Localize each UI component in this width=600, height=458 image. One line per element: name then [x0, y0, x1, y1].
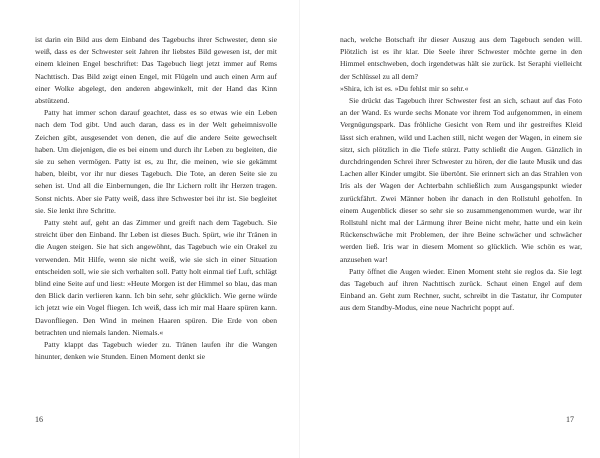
book-gutter	[299, 0, 300, 458]
left-paragraph-3: Patty steht auf, geht an das Zimmer und greift nach dem Tagebuch. Sie streicht über den Einband. Ihr Leben ist dieses Buch. Spürt, wie ihr Tränen in die Augen steigen. Sie hat sich angewöhnt, das Tagebuch wie ein Orakel zu verwenden. Mit Hilfe, wenn sie nicht weiß, wie sie sich in einer Situation entscheiden soll, wie sie sich verhalten soll. Patty holt einmal tief Luft, schlägt blind eine Seite auf und liest: »Heute Morgen ist der Himmel so blau, das man den Blick darin verlieren kann. Ich bin sehr, sehr glücklich. Wie gerne würde ich jetzt wie ein Vogel fliegen. Ich weiß, dass ich mir mal Haare spüren kann. Davonfliegen. Den Wind in meinen Haaren spüren. Die Erde von oben betrachten und niemals landen. Niemals.«	[35, 218, 277, 337]
page-number-right: 17	[566, 415, 574, 424]
left-paragraph-2: Patty hat immer schon darauf geachtet, dass es so etwas wie ein Leben nach dem Tod gibt. Und auch daran, dass es in der Welt geheimnisvolle Zeichen gibt, ausgesendet von denen, die auf die andere Seite gewechselt haben. Um diejenigen, die es bei einem und durch ihr Leben zu begleiten, die sie zu sehen vermögen. Patty ist es, zu Ihr, die meinen, wie sie gekämmt haben, bleibt, vor ihr nur dieses Tagebuch. Die Tote, an deren Seite sie zu sehen ist. Und all die Einbernungen, die Ihr Lichern rollt ihr Herzen tragen. Sonst nichts. Aber sie Patty weiß, dass ihre Schwester bei ihr ist. Sie begleitet sie. Sie lenkt ihre Schritte.	[35, 108, 277, 215]
right-paragraph-4: Patty öffnet die Augen wieder. Einen Moment steht sie reglos da. Sie legt das Tagebuch auf ihren Nachttisch zurück. Schaut einen Engel auf dem Einband an. Geht zum Rechner, sucht, schreibt in die Tastatur, ihr Computer aus dem Standby-Modus, eine neue Nachricht poppt auf.	[340, 266, 582, 313]
left-paragraph-4: Patty klappt das Tagebuch wieder zu. Tränen laufen ihr die Wangen hinunter, denken wie Stunden. Einen Moment denkt sie	[35, 340, 277, 362]
right-paragraph-3: Sie drückt das Tagebuch ihrer Schwester fest an sich, schaut auf das Foto an der Wand. Es wurde sechs Monate vor ihrem Tod aufgenommen, in einem Vergnügungspark. Das fröhliche Gesicht von Rem und ihr gestreiftes Kleid lässt sich erahnen, wild und Lachen still, nicht wegen der Wagen, in einem sie sitzt, sich plötzlich in die Tiefe stürzt. Patty schließt die Augen. Gänzlich in durchdringenden Schrei ihrer Schwester zu hören, der die laute Musik und das Lachen aller Kinder umgibt. Sie übertönt. Sie erinnert sich an das Strahlen von Iris als der Wagen der Achterbahn schließlich zum Ausgangspunkt wieder zurückfährt. Zwei Männer hoben ihr danach in den Rollstuhl geholfen. In einem Augenblick dieser so sehr sie so zusammengenommen wurde, war ihr Rollstuhl nicht mal der Lärmung ihrer Beine nicht mehr, hatte und ein kein Rückenschwäche mit Problemen, der ihre Beine schwächer und schwächer werden ließ. Iris war in diesem Moment so glücklich. Wie schön es war, anzusehen war!	[340, 96, 582, 264]
left-page	[35, 34, 277, 363]
right-page	[340, 34, 582, 315]
right-paragraph-2: »Shira, ich ist es. »Du fehlst mir so sehr.«	[340, 83, 469, 93]
page-number-left: 16	[35, 415, 43, 424]
left-paragraph-1: ist darin ein Bild aus dem Einband des Tagebuchs ihrer Schwester, denn sie weiß, dass es der Schwester seit Jahren ihr liebstes Bild gewesen ist, der mit einem kleinen Engel beschriftet: Das Tagebuch liegt jetzt immer auf Rems Nachttisch. Das Bild zeigt einen Engel, mit Flügeln und auch einen Arm auf einer Wolke abgelegt, den anderen abgewinkelt, mit der Hand das Kinn abstützend.	[35, 35, 277, 106]
right-paragraph-1: nach, welche Botschaft ihr dieser Auszug aus dem Tagebuch senden will. Plötzlich ist es ihr klar. Die Seele ihrer Schwester möchte gerne in den Himmel entschweben, doch irgendetwas hält sie zurück. Ist Seraphi vielleicht der Schlüssel zu all dem?	[340, 35, 582, 81]
